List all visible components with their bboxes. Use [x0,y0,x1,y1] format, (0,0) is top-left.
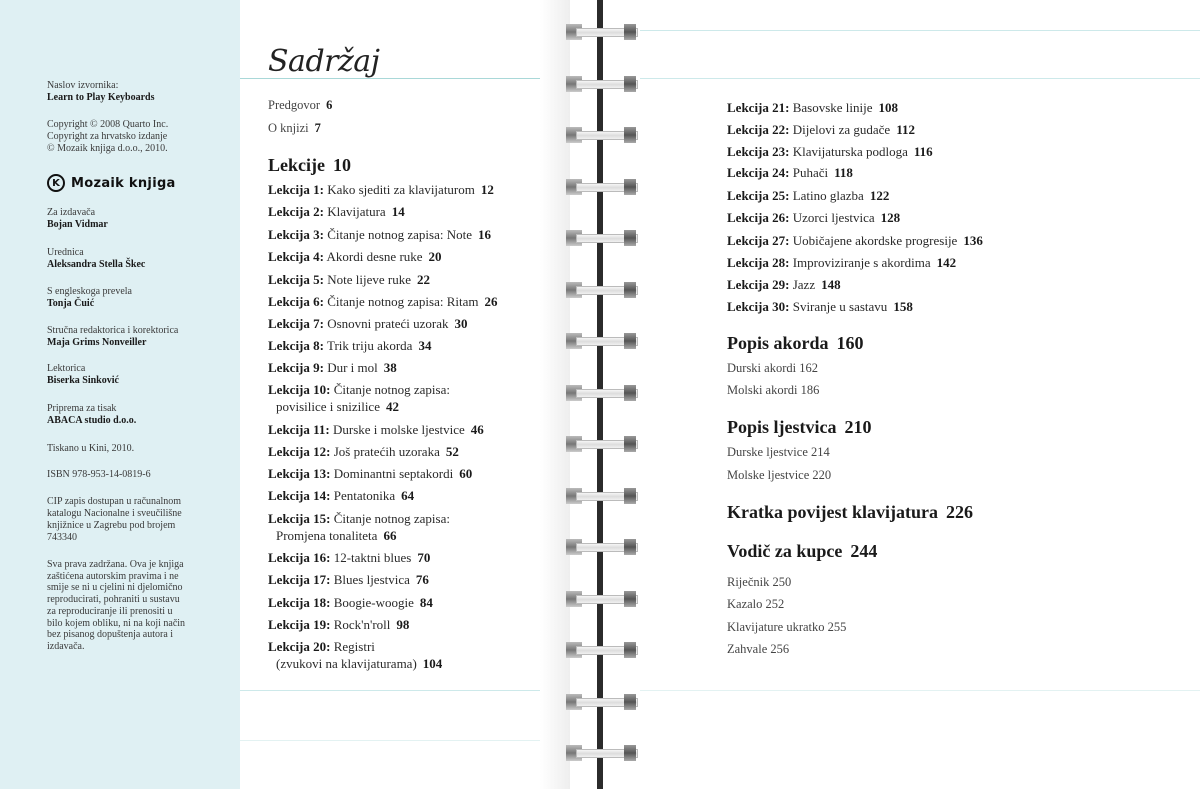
entry-title: O knjizi [268,121,309,135]
imprint-value: Learn to Play Keyboards [47,92,155,103]
lesson-label: Lekcija 15: [268,511,331,526]
toc-entry [727,299,913,315]
page-number: 64 [401,488,415,503]
decorative-rule [240,740,570,741]
toc-entry [268,227,491,243]
toc-entry [727,122,915,138]
toc-entry [727,210,900,226]
entry-title-continued: Promjena tonaliteta 66 [276,528,397,543]
lesson-label: Lekcija 29: [727,277,790,292]
imprint-text: Lektorica [47,363,86,374]
page-number: 226 [946,502,973,522]
toc-entry [727,188,889,204]
lesson-label: Lekcija 26: [727,210,790,225]
entry-title: Durske ljestvice 214 [727,445,830,459]
toc-section-heading [727,416,872,438]
page-number: 116 [913,144,933,159]
entry-title: Akordi desne ruke [326,249,423,264]
imprint-text: knjižnice u Zagrebu pod brojem [47,520,176,531]
toc-section-heading [727,332,864,354]
entry-title: Klavijaturska podloga [792,144,908,159]
entry-title: Dominantni septakordi [333,466,454,481]
entry-title: Pentatonika [333,488,396,503]
lesson-label: Lekcija 11: [268,422,330,437]
imprint-value: Tonja Čuić [47,298,95,309]
toc-entry [268,360,397,376]
page-title: Sadržaj [268,44,380,79]
toc-entry [727,255,956,271]
imprint-text: Za izdavača [47,207,96,218]
imprint-text: smije se ni u cjelini ni djelomično [47,582,183,594]
toc-entry [268,204,405,220]
imprint-text: © Mozaik knjiga d.o.o., 2010. [47,143,168,154]
entry-title: Dijelovi za gudače [792,122,891,137]
page-number: 108 [878,100,899,115]
entry-title: Čitanje notnog zapisa: Note [327,227,472,242]
imprint-text: Urednica [47,247,84,258]
lesson-label: Lekcija 25: [727,188,790,203]
publisher-name: Mozaik knjiga [71,175,176,191]
toc-entry [727,100,898,116]
toc-entry [727,144,933,160]
page-number: 158 [893,299,913,314]
lesson-label: Lekcija 16: [268,550,331,565]
toc-section-heading [727,540,877,562]
decorative-rule [640,30,1200,31]
toc-entry [727,641,789,657]
lesson-label: Lekcija 3: [268,227,324,242]
entry-title: Uzorci ljestvica [792,210,875,225]
entry-title: Rock'n'roll [333,617,391,632]
lesson-label: Lekcija 1: [268,182,324,197]
lesson-label: Lekcija 6: [268,294,324,309]
toc-entry [727,277,841,293]
toc-section-heading [727,501,973,523]
toc-entry [268,572,429,588]
imprint-text: 743340 [47,532,77,543]
lesson-label: Lekcija 28: [727,255,790,270]
page-number: 16 [478,227,491,242]
spiral-ring [566,589,642,609]
page-number: 42 [385,399,399,414]
entry-title: Kratka povijest klavijatura [727,502,938,522]
decorative-rule [240,690,570,691]
lesson-label: Lekcija 19: [268,617,331,632]
page-number: 6 [326,98,333,112]
toc-entry [727,360,818,376]
lesson-label: Lekcija 21: [727,100,790,115]
toc-entry [268,488,414,504]
imprint-value: Bojan Vidmar [47,219,108,230]
page-number: 84 [419,595,433,610]
imprint-value: Aleksandra Stella Škec [47,259,146,270]
page-number: 70 [417,550,431,565]
spiral-ring [566,280,642,300]
lesson-label: Lekcija 24: [727,165,790,180]
imprint-text: izdavača. [47,640,85,652]
spiral-ring [566,692,642,712]
entry-title: Kazalo 252 [727,597,785,611]
decorative-rule [640,690,1200,691]
page-number: 104 [422,656,443,671]
entry-title-continued: (zvukovi na klavijaturama) 104 [276,656,443,671]
spiral-ring [566,640,642,660]
imprint-text: za reproduciranje ili prenositi u [47,605,173,617]
page-number: 30 [454,316,468,331]
page-number: 20 [428,249,442,264]
imprint-text: S engleskoga prevela [47,286,132,297]
toc-entry [268,382,450,414]
imprint-text: bilo kojem obliku, ni na koji način [47,617,186,629]
toc-entry [268,97,332,113]
spiral-ring [566,125,642,145]
toc-entry [727,619,846,635]
spiral-ring [566,74,642,94]
entry-title: Durski akordi 162 [727,361,818,375]
page-number: 148 [821,277,841,292]
entry-title: Puhači [792,165,829,180]
page-number: 12 [480,182,494,197]
entry-title: Klavijatura [327,204,386,219]
entry-title: Registri [333,639,375,654]
page-number: 142 [936,255,957,270]
entry-title: Dur i mol [327,360,378,375]
spiral-ring [566,486,642,506]
lesson-label: Lekcija 27: [727,233,790,248]
page-number: 112 [896,122,915,137]
imprint-text: reproducirati, pohraniti u sustavu [47,594,180,606]
page-number: 76 [415,572,429,587]
toc-entry [268,272,430,288]
page-number: 118 [834,165,853,180]
toc-entry [727,467,831,483]
entry-title: Klavijature ukratko 255 [727,620,847,634]
page-number: 38 [383,360,397,375]
page-number: 7 [314,121,321,135]
toc-entry [268,338,431,354]
lesson-label: Lekcija 8: [268,338,324,353]
entry-title: Improviziranje s akordima [792,255,931,270]
imprint-text: bez pisanog dopuštenja autora i [47,629,174,641]
entry-title: Molske ljestvice 220 [727,468,832,482]
imprint-text: Priprema za tisak [47,403,117,414]
entry-title: Durske i molske ljestvice [333,422,465,437]
publisher-logo [47,174,176,192]
imprint-value: Maja Grims Nonveiller [47,337,147,348]
page-number: 122 [869,188,890,203]
entry-title: Čitanje notnog zapisa: [333,382,450,397]
spiral-ring [566,743,642,763]
spiral-ring [566,228,642,248]
page-number: 244 [850,541,878,561]
entry-title: Molski akordi 186 [727,383,820,397]
imprint-text: Tiskano u Kini, 2010. [47,443,135,454]
toc-entry [268,617,409,633]
toc-entry [727,574,791,590]
entry-title: Zahvale 256 [727,642,790,656]
imprint-text: katalogu Nacionalne i sveučilišne [47,508,182,519]
lesson-label: Lekcija 9: [268,360,324,375]
toc-entry [268,639,443,671]
imprint-text: Sva prava zadržana. Ova je knjiga [47,559,184,570]
imprint-value: ABACA studio d.o.o. [47,415,137,426]
lesson-label: Lekcija 7: [268,316,324,331]
lesson-label: Lekcija 22: [727,122,790,137]
lesson-label: Lekcija 12: [268,444,331,459]
imprint-text: Stručna redaktorica i korektorica [47,325,179,336]
page-number: 210 [844,417,872,437]
toc-entry [268,595,433,611]
entry-title-continued: povisilice i snizilice 42 [276,399,399,414]
entry-title: Vodič za kupce [727,541,843,561]
page-number: 60 [459,466,473,481]
lesson-label: Lekcija 20: [268,639,331,654]
lesson-label: Lekcija 14: [268,488,331,503]
entry-title: Lekcije [268,155,325,175]
lesson-label: Lekcija 13: [268,466,331,481]
entry-title: 12-taktni blues [333,550,412,565]
entry-title: Basovske linije [792,100,873,115]
entry-title: Uobičajene akordske progresije [792,233,958,248]
imprint-text: Naslov izvornika: [47,80,119,91]
imprint-text: Copyright za hrvatsko izdanje [47,131,168,142]
page-number: 14 [391,204,405,219]
page-number: 98 [396,617,410,632]
page-number: 128 [880,210,901,225]
page-number: 52 [445,444,459,459]
toc-entry [268,294,498,310]
imprint-panel [0,0,240,789]
toc-entry [727,233,983,249]
entry-title: Kako sjediti za klavijaturom [327,182,475,197]
lesson-label: Lekcija 17: [268,572,331,587]
toc-entry [268,120,321,136]
toc-entry [268,249,442,265]
toc-section-heading [268,154,351,176]
entry-title: Još pratećih uzoraka [333,444,440,459]
page-number: 26 [484,294,498,309]
entry-title: Čitanje notnog zapisa: [333,511,450,526]
imprint-text: zaštićena autorskim pravima i ne [47,570,179,582]
page-number: 46 [470,422,484,437]
spiral-ring [566,383,642,403]
toc-entry [727,596,784,612]
entry-title: Jazz [792,277,816,292]
spiral-ring [566,177,642,197]
entry-title: Riječnik 250 [727,575,792,589]
entry-title: Latino glazba [792,188,864,203]
toc-entry [268,422,484,438]
spiral-ring [566,331,642,351]
entry-title: Popis akorda [727,333,829,353]
lesson-label: Lekcija 2: [268,204,324,219]
page-number: 22 [416,272,430,287]
toc-entry [268,182,494,198]
page-number: 10 [332,155,351,175]
entry-title: Note lijeve ruke [327,272,411,287]
toc-entry [727,382,819,398]
imprint-text: Copyright © 2008 Quarto Inc. [47,119,169,130]
toc-entry [268,511,450,543]
page-number: 34 [418,338,432,353]
lesson-label: Lekcija 30: [727,299,790,314]
imprint-text: CIP zapis dostupan u računalnom [47,496,182,507]
toc-entry [268,444,459,460]
page-number: 160 [836,333,864,353]
imprint-value: Biserka Sinković [47,375,119,386]
decorative-rule [640,78,1200,79]
entry-title: Trik triju akorda [326,338,413,353]
lesson-label: Lekcija 5: [268,272,324,287]
toc-entry [268,316,468,332]
entry-title: Sviranje u sastavu [792,299,888,314]
entry-title: Osnovni prateći uzorak [327,316,449,331]
entry-title: Popis ljestvica [727,417,837,437]
entry-title: Predgovor [268,98,321,112]
toc-entry [268,466,472,482]
spiral-ring [566,537,642,557]
entry-title: Boogie-woogie [333,595,414,610]
toc-entry [727,165,853,181]
spiral-ring [566,22,642,42]
lesson-label: Lekcija 10: [268,382,331,397]
lesson-label: Lekcija 4: [268,249,324,264]
page-number: 136 [963,233,983,248]
lesson-label: Lekcija 23: [727,144,790,159]
toc-entry [268,550,430,566]
imprint-text: ISBN 978-953-14-0819-6 [47,469,151,480]
lesson-label: Lekcija 18: [268,595,331,610]
entry-title: Blues ljestvica [333,572,410,587]
toc-entry [727,444,830,460]
entry-title: Čitanje notnog zapisa: Ritam [327,294,479,309]
publisher-logo-mark-icon: K [47,174,65,192]
page-number: 66 [383,528,397,543]
spiral-ring [566,434,642,454]
